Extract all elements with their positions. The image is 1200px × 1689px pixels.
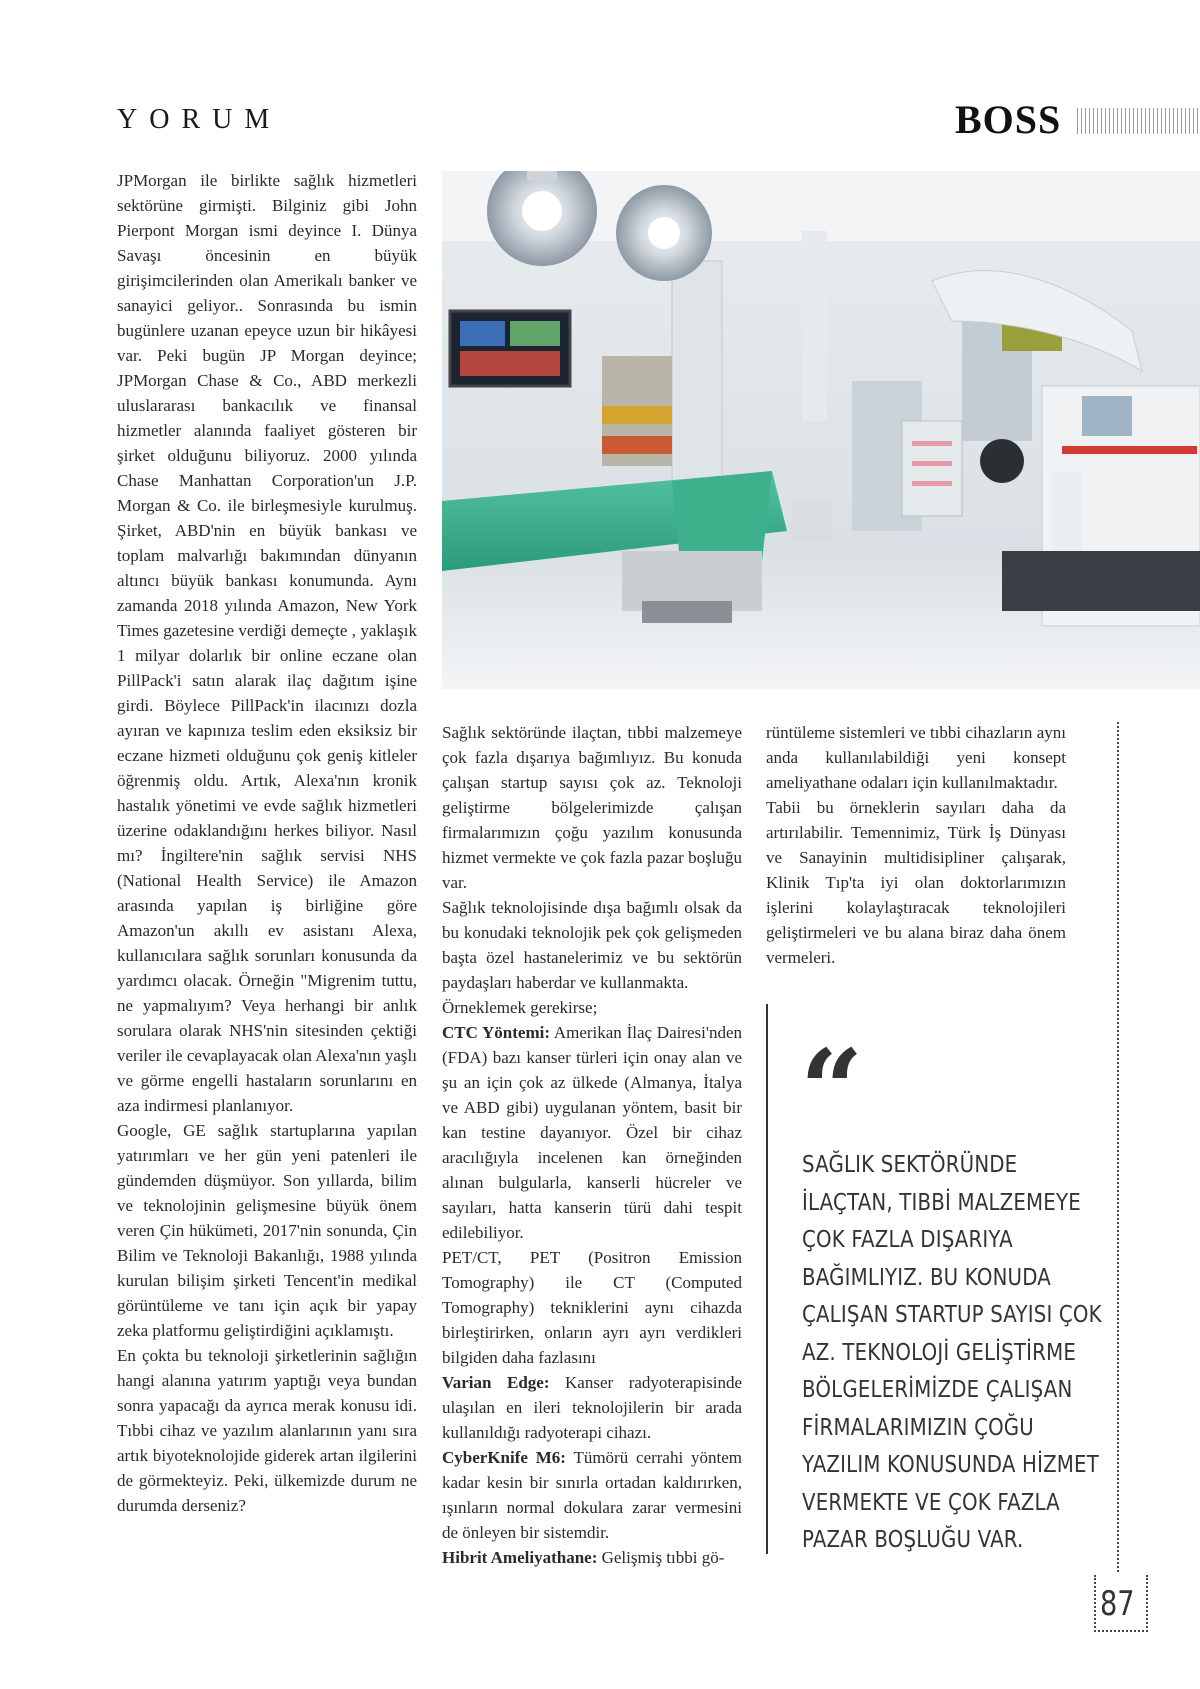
- brand-logo: BOSS: [955, 97, 1062, 142]
- pullquote-line: ÇALIŞAN STARTUP SAYISI ÇOK: [802, 1302, 1102, 1328]
- pullquote-rule: [766, 1004, 768, 1554]
- pullquote: [802, 1147, 1102, 1560]
- term-cyberknife: CyberKnife M6:: [442, 1448, 566, 1467]
- term-text: Tümörü cerrahi yöntem kadar kesin bir sınırla ortadan kaldırırken, ışınların normal dokulara zarar vermesini de önleyen bir sistemdir.: [442, 1448, 743, 1542]
- pullquote-line: ÇOK FAZLA DIŞARIYA: [802, 1227, 1013, 1253]
- page-number: 87: [1100, 1584, 1135, 1624]
- article-column-3: [766, 720, 1066, 970]
- paragraph-pet: PET/CT, PET (Positron Emission Tomography) ile CT (Computed Tomography) tekniklerini aynı cihazda birleştirirken, onların ayrı ayrı verdikleri bilgiden daha fazlasını: [442, 1248, 742, 1367]
- term-varian: Varian Edge:: [442, 1373, 550, 1392]
- paragraph: Tabii bu örneklerin sayıları daha da artırılabilir. Temennimiz, Türk İş Dünyası ve Sanayinin multidisipliner çalışarak, Klinik Tıp'ta iyi olan doktorlarımızın işlerini kolaylaştıracak teknolojileri geliştirmeleri ve bu alana biraz daha önem vermeleri.: [766, 798, 1066, 967]
- paragraph: En çokta bu teknoloji şirketlerinin sağlığın hangi alanına yatırım yaptığı veya bundan sonra yapacağı da ayrıca merak konusu idi. Tıbbi cihaz ve yazılım alanlarının yanı sıra artık biyoteknolojide giderek artan ilgilerini de görmekteyiz. Peki, ülkemizde durum ne durumda derseniz?: [117, 1346, 417, 1515]
- quote-mark-icon: “: [800, 1025, 864, 1154]
- pullquote-line: BAĞIMLIYIZ. BU KONUDA: [802, 1264, 1051, 1291]
- paragraph: JPMorgan ile birlikte sağlık hizmetleri sektörüne girmişti. Bilginiz gibi John Pierpont Morgan ismi deyince I. Dünya Savaşı öncesinin en büyük girişimcilerinden olan Amerikalı banker ve sanayici geliyor.. Sonrasında bu ismin bugünlere uzanan epeyce uzun bir hikâyesi var. Peki bugün JP Morgan deyince; JPMorgan Chase & Co., ABD merkezli uluslararası bankacılık ve finansal hizmetler alanında faaliyet gösteren bir şirket olduğunu biliyoruz. 2000 yılında Chase Manhattan Corporation'un J.P. Morgan & Co. ile birleşmesiyle kurulmuş. Şirket, ABD'nin en büyük bankası ve toplam malvarlığı bakımından dünyanın altıncı büyük bankası konumunda. Aynı zamanda 2018 yılında Amazon, New York Times gazetesine verdiği demeçte , yaklaşık 1 milyar dolarlık bir online eczane olan PillPack'i satın alarak ilaç dağıtım işine girdi. Böylece PillPack'in ilacınızı dozla ayıran ve kapınıza teslim eden eksiksiz bir eczane hizmeti olduğunu çok geniş kitleler öğrenmiş oldu. Artık, Alexa'nın kronik hastalık yönetimi ve evde sağlık hizmetleri üzerine odaklandığını herkes biliyor. Nasıl mı? İngiltere'nin sağlık servisi NHS (National Health Service) ile Amazon arasında yapılan iş birliğine göre Amazon'un akıllı ev asistanı Alexa, kullanıcılara sağlık sorunları konusunda da yardımcı olacak. Örneğin "Migrenim tuttu, ne yapmalıyım? Veya herhangi bir anlık sorulara olarak NHS'nin sitesinden çektiği veriler ile cevaplayacak olan Alexa'nın yaşlı ve görme engelli hastaların sorunlarını en aza indirmesi planlanıyor.: [117, 171, 417, 1115]
- term-text: Kanser radyoterapisinde ulaşılan en ileri teknolojilerin bir arada kullanıldığı radyoterapi cihazı.: [442, 1373, 742, 1442]
- article-column-1: [117, 168, 417, 1518]
- paragraph: Örneklemek gerekirse;: [442, 998, 598, 1017]
- section-label: YORUM: [117, 104, 282, 135]
- term-text: Gelişmiş tıbbi gö-: [597, 1548, 725, 1567]
- paragraph: Sağlık sektöründe ilaçtan, tıbbi malzemeye çok fazla dışarıya bağımlıyız. Bu konuda çalışan startup sayısı çok az. Teknoloji geliştirme bölgelerimizde çalışan firmalarımızın çoğu yazılım konusunda hizmet vermekte ve çok fazla pazar boşluğu var.: [442, 723, 742, 892]
- term-ctc: CTC Yöntemi:: [442, 1023, 551, 1042]
- paragraph: Sağlık teknolojisinde dışa bağımlı olsak da bu konudaki teknolojik pek çok gelişmeden başta özel hastanelerimiz ve bu sektörün paydaşları haberdar ve kullanmakta.: [442, 898, 742, 992]
- paragraph-varian: [442, 1370, 742, 1445]
- article-column-2: [442, 720, 742, 1570]
- paragraph-hibrit: [442, 1545, 742, 1570]
- paragraph: rüntüleme sistemleri ve tıbbi cihazların aynı anda kullanılabildiği yeni konsept ameliyathane odaları için kullanılmaktadır.: [766, 723, 1066, 792]
- pullquote-line: BÖLGELERİMİZDE ÇALIŞAN: [802, 1377, 1073, 1403]
- brand-stripe-decoration: [1077, 108, 1200, 134]
- paragraph: Google, GE sağlık startuplarına yapılan yatırımları ve her gün yeni patenleri ile gündemden düşmüyor. Son yıllarda, bilim ve teknolojinin gelişmesine büyük önem veren Çin hükümeti, 2017'nin sonunda, Çin Bilim ve Teknoloji Bakanlığı, 1988 yılında kurulan bilişim şirketi Tencent'in medikal görüntüleme ve tanı için açık bir yapay zeka platformu geliştirdiğini açıklamıştı.: [117, 1121, 417, 1340]
- pullquote-line: SAĞLIK SEKTÖRÜNDE: [802, 1152, 1018, 1178]
- pullquote-line: YAZILIM KONUSUNDA HİZMET: [802, 1452, 1099, 1478]
- pullquote-line: İLAÇTAN, TIBBİ MALZEMEYE: [802, 1189, 1081, 1216]
- paragraph-cyberknife: [442, 1445, 742, 1545]
- pullquote-line: FİRMALARIMIZIN ÇOĞU: [802, 1414, 1034, 1441]
- term-hibrit: Hibrit Ameliyathane:: [442, 1548, 598, 1567]
- pullquote-line: VERMEKTE VE ÇOK FAZLA: [802, 1489, 1060, 1516]
- pullquote-line: PAZAR BOŞLUĞU VAR.: [802, 1527, 1024, 1553]
- term-text: Amerikan İlaç Dairesi'nden (FDA) bazı kanser türleri için onay alan ve şu an için çok az ülkede (Almanya, İtalya ve ABD gibi) uygulanan yöntem, basit bir kan testine dayanıyor. Özel bir cihaz aracılığıyla incelenen kan örneğinden alınan bulgularla, kanserli hücreler ve sayıları, hatta kanserin türü dahi tespit edilebiliyor.: [442, 1023, 743, 1242]
- operating-room-photo: [442, 171, 1200, 689]
- paragraph-ctc: [442, 1020, 742, 1245]
- dotted-border: [1117, 722, 1119, 1572]
- pullquote-line: AZ. TEKNOLOJİ GELİŞTİRME: [802, 1339, 1077, 1366]
